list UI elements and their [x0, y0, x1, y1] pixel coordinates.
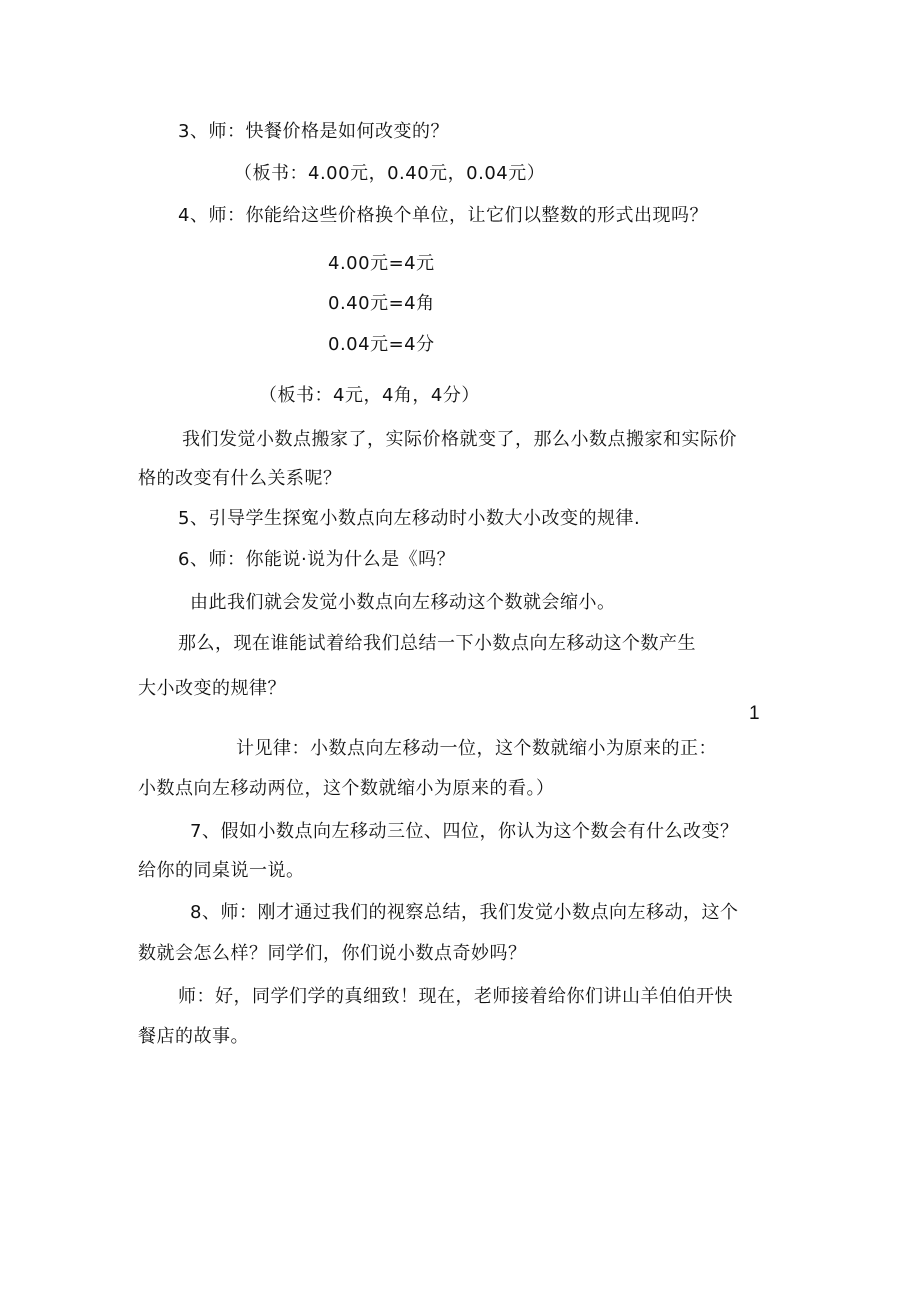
paragraph-decimal-move-line1: 我们发觉小数点搬家了，实际价格就变了，那么小数点搬家和实际价 [182, 429, 737, 450]
step-8-line1: 8、师：刚才通过我们的视察总结，我们发觉小数点向左移动，这个 [190, 902, 739, 923]
step-3-question: 3、师：快餐价格是如何改变的？ [178, 121, 449, 142]
equation-jiao: 0.40元=4角 [328, 293, 435, 314]
fraction-numerator: 1 [749, 703, 761, 724]
paragraph-shrink: 由此我们就会发觉小数点向左移动这个数就会缩小。 [190, 592, 616, 613]
rule-line2: 小数点向左移动两位，这个数就缩小为原来的看。） [138, 778, 555, 799]
step-6-question: 6、师：你能说·说为什么是《吗？ [178, 549, 456, 570]
blackboard-note-prices: （板书：4.00元，0.40元，0.04元） [234, 163, 546, 184]
paragraph-decimal-move-line2: 格的改变有什么关系呢？ [138, 468, 342, 489]
step-8-line2: 数就会怎么样？同学们，你们说小数点奇妙吗？ [138, 943, 527, 964]
step-7-line2: 给你的同桌说一说。 [138, 860, 305, 881]
blackboard-note-units: （板书：4元，4角，4分） [259, 385, 480, 406]
equation-fen: 0.04元=4分 [328, 334, 435, 355]
closing-paragraph-line2: 餐店的故事。 [138, 1026, 249, 1047]
closing-paragraph-line1: 师：好，同学们学的真细致！现在，老师接着给你们讲山羊伯伯开快 [178, 986, 733, 1007]
step-7-line1: 7、假如小数点向左移动三位、四位，你认为这个数会有什么改变？ [190, 821, 739, 842]
step-4-question: 4、师：你能给这些价格换个单位，让它们以整数的形式出现吗？ [178, 205, 708, 226]
equation-yuan: 4.00元=4元 [328, 253, 435, 274]
paragraph-summary-line2: 大小改变的规律？ [138, 678, 286, 699]
step-5-text: 5、引导学生探寃小数点向左移动时小数大小改变的规律. [178, 508, 641, 529]
paragraph-summary-line1: 那么，现在谁能试着给我们总结一下小数点向左移动这个数产生 [178, 633, 696, 654]
rule-line1: 计见律：小数点向左移动一位，这个数就缩小为原来的正： [236, 738, 717, 759]
